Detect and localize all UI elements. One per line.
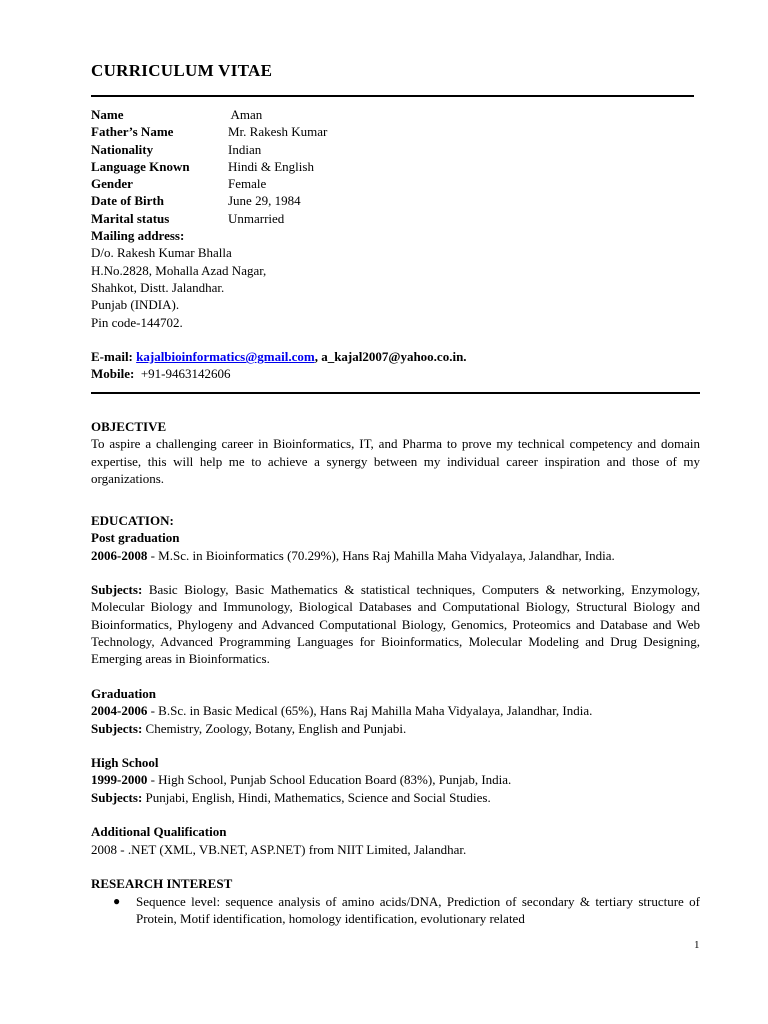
post-graduation-detail	[91, 547, 700, 564]
objective-section	[91, 418, 700, 487]
mobile-value: +91-9463142606	[134, 366, 231, 382]
high-school-years: 1999-2000	[91, 772, 148, 788]
detail-value: Unmarried	[228, 210, 285, 226]
detail-row	[91, 210, 700, 227]
high-school-heading: High School	[91, 755, 159, 771]
list-item	[91, 893, 700, 928]
graduation-subjects	[91, 720, 700, 737]
research-interest-list	[91, 893, 700, 928]
subjects-label: Subjects:	[91, 720, 143, 736]
personal-details	[91, 106, 700, 383]
education-section	[91, 512, 700, 927]
subjects-text: Chemistry, Zoology, Botany, English and Punjabi.	[142, 720, 407, 736]
detail-value: Indian	[228, 141, 262, 157]
mailing-address-label: Mailing address:	[91, 228, 185, 244]
graduation-heading: Graduation	[91, 685, 157, 701]
contact-divider	[91, 392, 700, 394]
detail-value: June 29, 1984	[228, 193, 301, 209]
address-line: D/o. Rakesh Kumar Bhalla	[91, 245, 232, 261]
post-graduation-heading: Post graduation	[91, 530, 180, 546]
detail-row	[91, 106, 700, 123]
address-line: Punjab (INDIA).	[91, 297, 180, 313]
email-secondary: , a_kajal2007@yahoo.co.in.	[314, 349, 467, 365]
high-school-detail	[91, 771, 700, 788]
subjects-text: Punjabi, English, Hindi, Mathematics, Science and Social Studies.	[142, 789, 491, 805]
detail-row	[91, 192, 700, 209]
address-line: H.No.2828, Mohalla Azad Nagar,	[91, 262, 267, 278]
mobile-line	[91, 365, 700, 382]
additional-qualification-text: 2008 - .NET (XML, VB.NET, ASP.NET) from NIIT Limited, Jalandhar.	[91, 841, 467, 857]
mobile-label: Mobile:	[91, 366, 135, 382]
graduation-years: 2004-2006	[91, 703, 148, 719]
post-graduation-text: - M.Sc. in Bioinformatics (70.29%), Hans Raj Mahilla Maha Vidyalaya, Jalandhar, India.	[147, 547, 615, 563]
subjects-label: Subjects:	[91, 582, 143, 598]
bullet-icon: ●	[113, 893, 121, 908]
subjects-text: Basic Biology, Basic Mathematics & statistical techniques, Computers & networking, Enzymology, Molecular Biology and Immunology, Biological Databases and Computational Biology, Structural Biology and Bioinformatics, Phylogeny and Advanced Computational Biology, Genomics, Proteomics and Database and Web Technology, Advanced Programming Languages for Bioinformatics, Molecular Modeling and Drug Designing, Emerging areas in Bioinformatics.	[91, 582, 700, 667]
post-graduation-years: 2006-2008	[91, 547, 148, 563]
page-number: 1	[694, 939, 700, 951]
objective-heading: OBJECTIVE	[91, 419, 167, 434]
high-school-text: - High School, Punjab School Education Board (83%), Punjab, India.	[147, 772, 512, 788]
address-line: Pin code-144702.	[91, 314, 183, 330]
detail-value: Aman	[228, 107, 263, 122]
detail-row	[91, 123, 700, 140]
address-line: Shahkot, Distt. Jalandhar.	[91, 279, 225, 295]
email-link[interactable]: kajalbioinformatics@gmail.com	[136, 349, 315, 365]
detail-label: Gender	[91, 176, 133, 192]
high-school-subjects	[91, 789, 700, 806]
detail-label: Name	[91, 107, 124, 122]
detail-label: Marital status	[91, 210, 170, 226]
graduation-detail	[91, 702, 700, 719]
objective-text: To aspire a challenging career in Bioinformatics, IT, and Pharma to prove my technical competency and domain expertise, this will help me to achieve a synergy between my individual career inspiration and those of my organizations.	[91, 436, 700, 486]
research-interest-heading: RESEARCH INTEREST	[91, 876, 233, 892]
subjects-label: Subjects:	[91, 789, 143, 805]
research-interest-text: Sequence level: sequence analysis of amino acids/DNA, Prediction of secondary & tertiary structure of Protein, Motif identification, homology identification, evolutionary related	[136, 893, 700, 926]
email-label: E-mail:	[91, 349, 133, 365]
education-heading: EDUCATION:	[91, 513, 174, 528]
additional-qualification-heading: Additional Qualification	[91, 824, 227, 840]
post-graduation-subjects	[91, 581, 700, 667]
detail-label: Language Known	[91, 158, 190, 174]
detail-label: Date of Birth	[91, 193, 164, 209]
detail-value: Mr. Rakesh Kumar	[228, 124, 328, 140]
graduation-text: - B.Sc. in Basic Medical (65%), Hans Raj Mahilla Maha Vidyalaya, Jalandhar, India.	[147, 703, 593, 719]
detail-value: Hindi & English	[228, 158, 314, 174]
detail-row	[91, 141, 700, 158]
detail-label: Father’s Name	[91, 124, 174, 140]
title-divider	[91, 95, 694, 97]
detail-label: Nationality	[91, 141, 154, 157]
page-title: CURRICULUM VITAE	[91, 61, 273, 80]
detail-row	[91, 175, 700, 192]
email-line	[91, 348, 700, 365]
detail-row	[91, 158, 700, 175]
detail-value: Female	[228, 176, 267, 192]
